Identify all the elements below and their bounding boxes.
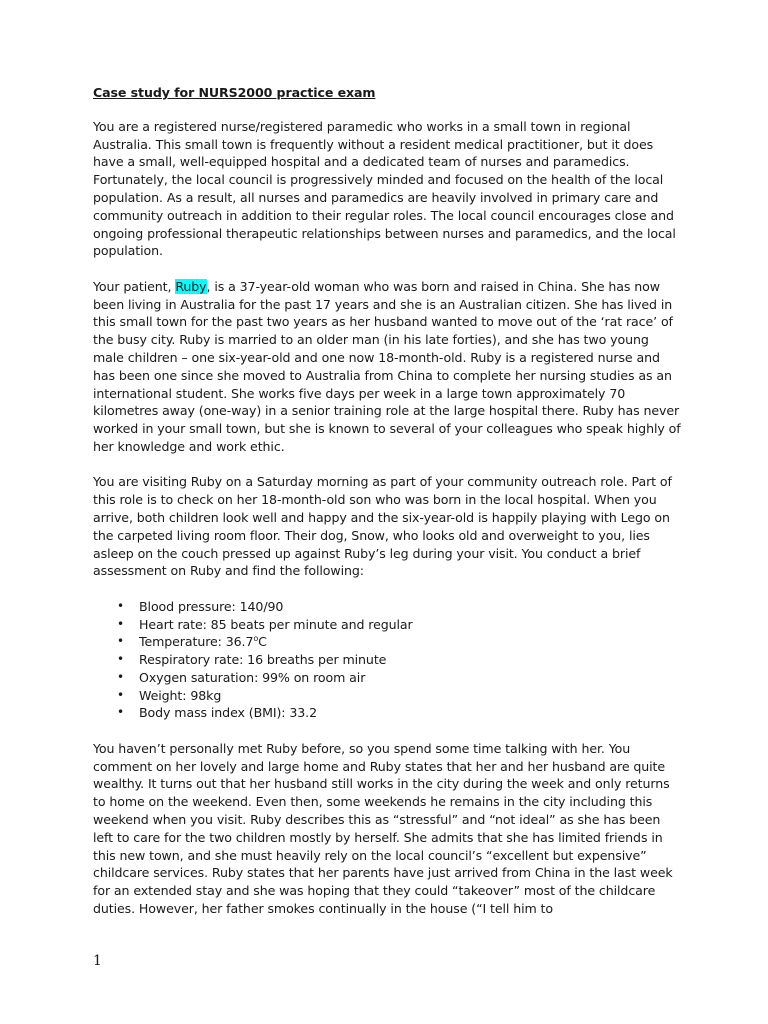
- bmi-text: Body mass index (BMI): 33.2: [139, 705, 317, 721]
- degree-superscript: o: [253, 634, 259, 644]
- temperature-unit: C: [258, 634, 267, 650]
- respiratory-rate-text: Respiratory rate: 16 breaths per minute: [139, 652, 387, 668]
- document-title: Case study for NURS2000 practice exam: [93, 85, 376, 100]
- page-number: 1: [93, 953, 102, 969]
- patient-paragraph-body: , is a 37-year-old woman who was born and raised in China. She has now been living in Australia for the past 17 years and she is an Australian citizen. She has lived in this small town for the past two years as her husband wanted to move out of the ‘rat race’ of the busy city. Ruby is married to an older man (in his late forties), and she has two young male children – one six-year-old and one now 18-month-old. Ruby is a registered nurse and has been one since she moved to Australia from China to complete her nursing studies as an international student. She works five days per week in a large town approximately 70 kilometres away (one-way) in a senior training role at the large hospital there. Ruby has never worked in your small town, but she is known to several of your colleagues who speak highly of her knowledge and work ethic.: [93, 278, 681, 454]
- intro-paragraph: You are a registered nurse/registered paramedic who works in a small town in regional Australia. This small town is frequently without a resident medical practitioner, but it does have a small, well-equipped hospital and a dedicated team of nurses and paramedics. Fortunately, the local council is progressively minded and focused on the health of the local population. As a result, all nurses and paramedics are heavily involved in primary care and community outreach in addition to their regular roles. The local council encourages close and ongoing professional therapeutic relationships between nurses and paramedics, and the local population.: [93, 118, 676, 259]
- blood-pressure-text: Blood pressure: 140/90: [139, 598, 284, 614]
- weight-text: Weight: 98kg: [139, 687, 222, 703]
- vital-sign-item: [117, 633, 683, 651]
- vital-signs-list: [93, 598, 683, 723]
- bullet-icon: •: [117, 687, 124, 702]
- vital-sign-item: [117, 616, 683, 634]
- patient-paragraph: [93, 278, 683, 456]
- bullet-icon: •: [117, 705, 124, 720]
- vital-sign-item: [117, 669, 683, 687]
- patient-paragraph-prefix: Your patient,: [93, 278, 176, 294]
- highlighted-patient-name: Ruby: [175, 278, 207, 294]
- document-body: [93, 84, 683, 935]
- vital-sign-item: [117, 651, 683, 669]
- visit-paragraph: You are visiting Ruby on a Saturday morning as part of your community outreach role. Part of this role is to check on her 18-month-old son who was born in the local hospital. When you arrive, both children look well and happy and the six-year-old is happily playing with Lego on the carpeted living room floor. Their dog, Snow, who looks old and overweight to you, lies asleep on the couch pressed up against Ruby’s leg during your visit. You conduct a brief assessment on Ruby and find the following:: [93, 474, 672, 579]
- bullet-icon: •: [117, 634, 124, 649]
- bullet-icon: •: [117, 616, 124, 631]
- oxygen-saturation-text: Oxygen saturation: 99% on room air: [139, 669, 366, 685]
- bullet-icon: •: [117, 598, 124, 613]
- vital-sign-item: [117, 704, 683, 722]
- bullet-icon: •: [117, 652, 124, 667]
- vital-sign-item: [117, 598, 683, 616]
- temperature-text: Temperature: 36.7: [139, 634, 254, 650]
- vital-sign-item: [117, 687, 683, 705]
- conversation-paragraph: You haven’t personally met Ruby before, so you spend some time talking with her. You comment on her lovely and large home and Ruby states that her and her husband are quite wealthy. It turns out that her husband still works in the city during the week and only returns to home on the weekend. Even then, some weekends he remains in the city including this weekend when you visit. Ruby describes this as “stressful” and “not ideal” as she has been left to care for the two children mostly by herself. She admits that she has limited friends in this new town, and she must heavily rely on the local council’s “excellent but expensive” childcare services. Ruby states that her parents have just arrived from China in the last week for an extended stay and she was hoping that they could “takeover” most of the childcare duties. However, her father smokes continually in the house (“I tell him to: [93, 740, 673, 917]
- heart-rate-text: Heart rate: 85 beats per minute and regular: [139, 616, 413, 632]
- bullet-icon: •: [117, 669, 124, 684]
